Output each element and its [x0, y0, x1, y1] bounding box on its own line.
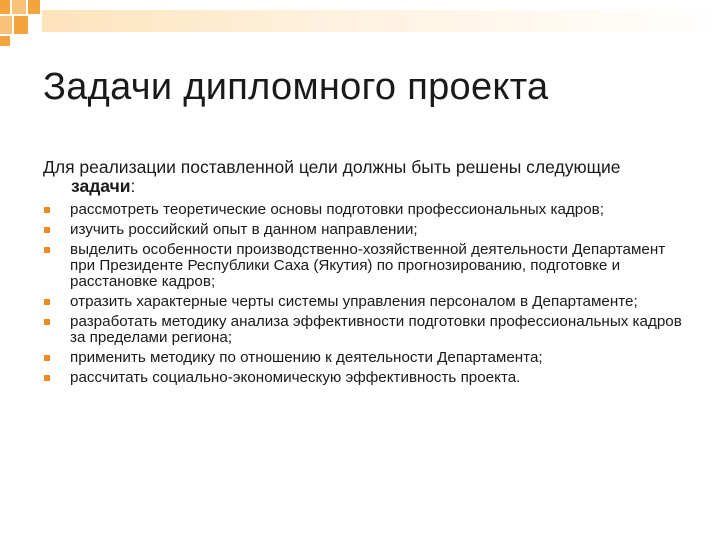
square-bullet-icon: [44, 227, 50, 233]
decor-square: [0, 36, 10, 46]
list-item-text: разработать методику анализа эффективности подготовки профессиональных кадров за пределами региона;: [70, 313, 682, 346]
header-band: [42, 10, 720, 32]
decor-square: [0, 16, 12, 34]
square-bullet-icon: [44, 299, 50, 305]
list-item-text: выделить особенности производственно-хозяйственной деятельности Департамент при Президенте Республики Саха (Якутия) по прогнозированию, подготовке и расстановке кадров;: [70, 241, 666, 290]
intro-text: Для реализации поставленной цели должны быть решены следующие: [43, 157, 621, 177]
list-item-text: рассчитать социально-экономическую эффективность проекта.: [70, 369, 521, 386]
intro-tail: :: [130, 176, 136, 196]
square-bullet-icon: [44, 375, 50, 381]
slide-title: Задачи дипломного проекта: [43, 66, 549, 108]
decor-square: [0, 0, 10, 14]
slide-body: [43, 158, 683, 390]
list-item-text: рассмотреть теоретические основы подготовки профессиональных кадров;: [70, 201, 604, 218]
task-list: [43, 202, 683, 386]
list-item: [43, 314, 683, 346]
intro-bold-word: задачи: [71, 176, 131, 196]
list-item-text: применить методику по отношению к деятельности Департамента;: [70, 349, 543, 366]
list-item: [43, 294, 683, 310]
decor-square: [28, 0, 40, 14]
list-item: [43, 370, 683, 386]
square-bullet-icon: [44, 247, 50, 253]
list-item: [43, 350, 683, 366]
square-bullet-icon: [44, 319, 50, 325]
list-item-text: изучить российский опыт в данном направлении;: [70, 221, 418, 238]
square-bullet-icon: [44, 355, 50, 361]
decor-square: [12, 0, 26, 14]
intro-paragraph: [43, 158, 683, 196]
list-item: [43, 242, 683, 290]
list-item: [43, 222, 683, 238]
square-bullet-icon: [44, 207, 50, 213]
list-item-text: отразить характерные черты системы управления персоналом в Департаменте;: [70, 293, 638, 310]
list-item: [43, 202, 683, 218]
decor-square: [14, 16, 28, 34]
